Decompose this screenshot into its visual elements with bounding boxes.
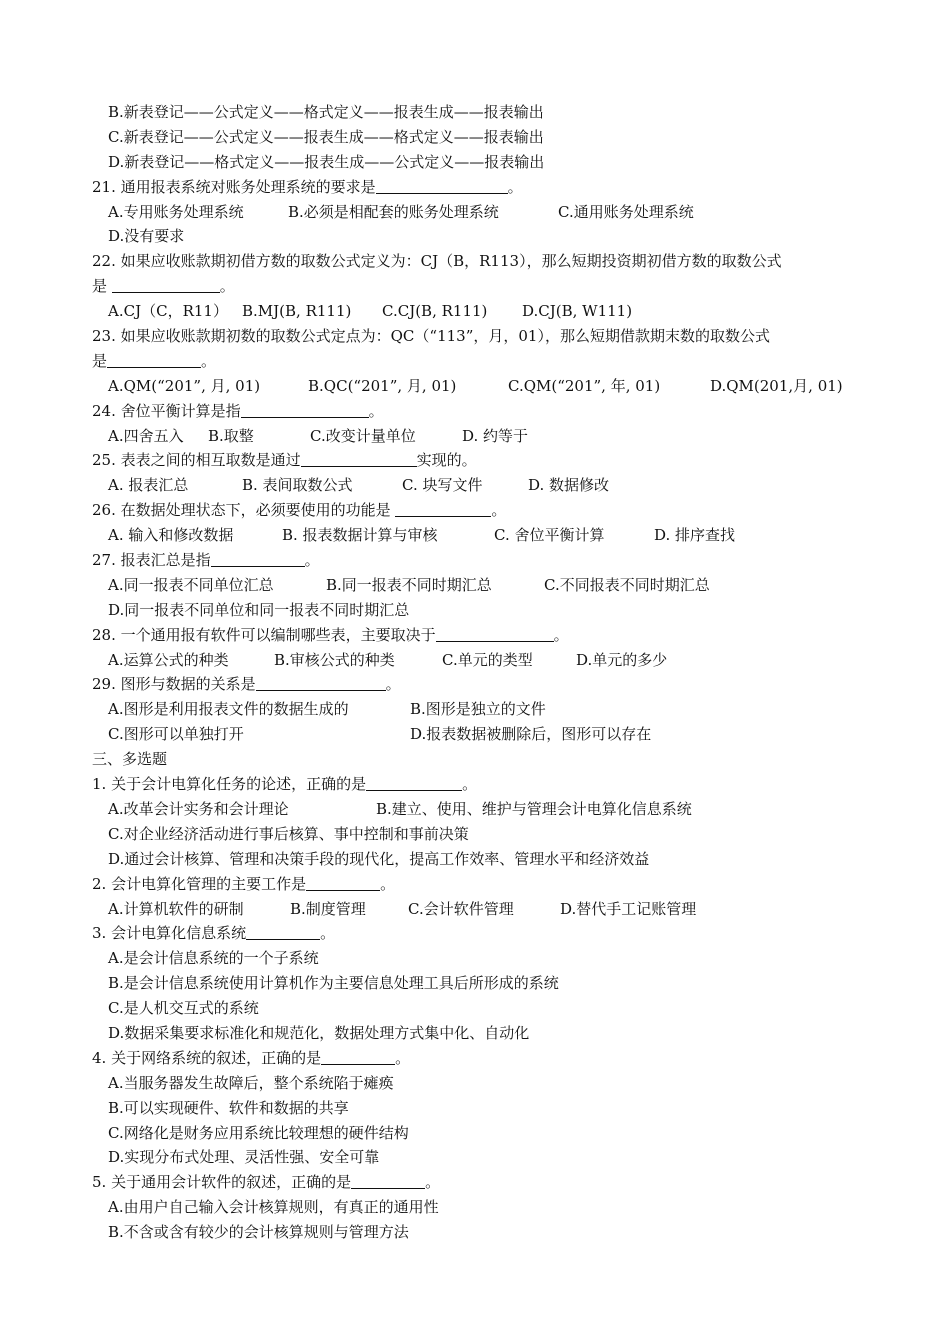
answer-option: C. 块写文件 [402, 476, 483, 495]
question-text: 是 [92, 277, 112, 296]
answer-blank [376, 177, 508, 194]
answer-options-row [92, 722, 882, 747]
answer-blank [301, 450, 417, 467]
question-text: 28. 一个通用报有软件可以编制哪些表，主要取决于 [92, 625, 436, 644]
answer-option: D.新表登记——格式定义——报表生成——公式定义——报表输出 [108, 152, 545, 171]
question-stem [92, 399, 882, 424]
answer-options-row [92, 797, 882, 822]
answer-option: B.MJ(B, R111) [242, 302, 352, 321]
question-text: 21. 通用报表系统对账务处理系统的要求是 [92, 177, 376, 196]
answer-options-row [92, 200, 882, 225]
question-stem [92, 349, 882, 374]
question-text-suffix: 。 [320, 924, 336, 943]
answer-option: C.网络化是财务应用系统比较理想的硬件结构 [108, 1123, 409, 1142]
answer-option: C.会计软件管理 [408, 899, 514, 918]
answer-blank [112, 276, 220, 293]
question-text-suffix: 。 [491, 501, 507, 520]
answer-option: C.图形可以单独打开 [108, 725, 244, 744]
answer-option: B.可以实现硬件、软件和数据的共享 [108, 1098, 349, 1117]
question-text-suffix: 实现的。 [416, 451, 477, 470]
answer-blank [436, 625, 554, 642]
answer-options-row [92, 424, 882, 449]
answer-blank [107, 351, 201, 368]
answer-option: B.建立、使用、维护与管理会计电算化信息系统 [376, 799, 692, 818]
answer-option: A.图形是利用报表文件的数据生成的 [108, 700, 349, 719]
question-text: 3. 会计电算化信息系统 [92, 924, 247, 943]
question-stem [92, 249, 882, 274]
question-text: 5. 关于通用会计软件的叙述，正确的是 [92, 1173, 352, 1192]
question-text: 22. 如果应收账款期初借方数的取数公式定义为：CJ（B，R113），那么短期投资期初借方数的取数公式 [92, 252, 782, 271]
answer-option: C.CJ(B, R111) [382, 302, 488, 321]
question-text-suffix: 。 [553, 625, 569, 644]
question-stem [92, 623, 882, 648]
answer-option: B.必须是相配套的账务处理系统 [288, 202, 499, 221]
answer-option: A. 报表汇总 [108, 476, 189, 495]
answer-option: A. 输入和修改数据 [108, 526, 234, 545]
answer-option: A.四舍五入 [108, 426, 184, 445]
answer-option: A.同一报表不同单位汇总 [108, 575, 274, 594]
answer-option: C.通用账务处理系统 [558, 202, 694, 221]
answer-option: A.计算机软件的研制 [108, 899, 244, 918]
answer-option: C.改变计量单位 [310, 426, 416, 445]
answer-options-row [92, 697, 882, 722]
answer-option: A.QM(“201”, 月, 01) [108, 376, 261, 395]
answer-option: C.单元的类型 [442, 650, 533, 669]
question-text: 29. 图形与数据的关系是 [92, 675, 256, 694]
answer-option: B.图形是独立的文件 [410, 700, 546, 719]
question-stem [92, 498, 882, 523]
question-text: 4. 关于网络系统的叙述，正确的是 [92, 1048, 322, 1067]
question-stem [92, 1046, 882, 1071]
question-text-suffix: 。 [201, 351, 217, 370]
answer-blank [306, 874, 380, 891]
question-stem [92, 175, 882, 200]
question-text: 24. 舍位平衡计算是指 [92, 401, 241, 420]
answer-blank [321, 1048, 395, 1065]
question-text: 2. 会计电算化管理的主要工作是 [92, 874, 307, 893]
question-text: 三、多选题 [92, 750, 168, 769]
answer-option: D.单元的多少 [576, 650, 668, 669]
answer-option: D.数据采集要求标准化和规范化，数据处理方式集中化、自动化 [108, 1023, 530, 1042]
question-text: 是 [92, 351, 108, 370]
question-text: 25. 表表之间的相互取数是通过 [92, 451, 301, 470]
answer-option: C.是人机交互式的系统 [108, 999, 259, 1018]
exam-question-list [92, 100, 882, 1245]
question-text: 1. 关于会计电算化任务的论述，正确的是 [92, 775, 367, 794]
answer-option: D. 排序查找 [654, 526, 736, 545]
answer-options-row [92, 573, 882, 598]
answer-option: A.当服务器发生故障后，整个系统陷于瘫痪 [108, 1073, 394, 1092]
answer-option: A.是会计信息系统的一个子系统 [108, 949, 319, 968]
answer-option: D. 数据修改 [528, 476, 610, 495]
answer-option: B.新表登记——公式定义——格式定义——报表生成——报表输出 [108, 103, 544, 121]
answer-options-row [92, 523, 882, 548]
question-text: 26. 在数据处理状态下，必须要使用的功能是 [92, 501, 396, 520]
answer-option: B.取整 [208, 426, 254, 445]
answer-option: D.CJ(B, W111) [522, 302, 633, 321]
question-text-suffix: 。 [462, 775, 478, 794]
answer-option: B.制度管理 [290, 899, 366, 918]
answer-option: D.通过会计核算、管理和决策手段的现代化，提高工作效率、管理水平和经济效益 [108, 849, 650, 868]
answer-options-row [92, 473, 882, 498]
answer-blank [395, 500, 491, 517]
answer-blank [366, 774, 462, 791]
answer-option: C.对企业经济活动进行事后核算、事中控制和事前决策 [108, 824, 469, 843]
question-text: 27. 报表汇总是指 [92, 551, 211, 570]
answer-option: D.替代手工记账管理 [560, 899, 697, 918]
question-text-suffix: 。 [380, 874, 396, 893]
question-stem [92, 672, 882, 697]
question-stem [92, 274, 882, 299]
question-text-suffix: 。 [304, 551, 320, 570]
answer-option: B.同一报表不同时期汇总 [326, 575, 492, 594]
answer-blank [256, 674, 386, 691]
answer-option: D.报表数据被删除后，图形可以存在 [410, 725, 652, 744]
answer-option: D.实现分布式处理、灵活性强、安全可靠 [108, 1148, 380, 1167]
question-stem [92, 548, 882, 573]
question-stem [92, 772, 882, 797]
question-text-suffix: 。 [395, 1048, 411, 1067]
question-text: 23. 如果应收账款期初数的取数公式定点为：QC（“113”，月，01），那么短期借款期末数的取数公式 [92, 327, 770, 346]
answer-option: C. 舍位平衡计算 [494, 526, 605, 545]
question-stem [92, 448, 882, 473]
answer-option: D. 约等于 [462, 426, 529, 445]
answer-option: D.没有要求 [108, 227, 185, 246]
answer-option: B.审核公式的种类 [274, 650, 395, 669]
question-text-suffix: 。 [385, 675, 401, 694]
answer-option: C.新表登记——公式定义——报表生成——格式定义——报表输出 [108, 127, 544, 146]
answer-option: A.运算公式的种类 [108, 650, 229, 669]
answer-option: D.QM(201,月, 01) [710, 376, 843, 395]
answer-option: B.QC(“201”, 月, 01) [308, 376, 457, 395]
answer-option: C.QM(“201”, 年, 01) [508, 376, 661, 395]
question-stem [92, 872, 882, 897]
answer-option: D.同一报表不同单位和同一报表不同时期汇总 [108, 600, 410, 619]
answer-option: A.改革会计实务和会计理论 [108, 799, 289, 818]
question-text-suffix: 。 [507, 177, 523, 196]
question-text-suffix: 。 [219, 277, 235, 296]
answer-option: B.是会计信息系统使用计算机作为主要信息处理工具后所形成的系统 [108, 974, 559, 993]
question-stem [92, 921, 882, 946]
answer-blank [351, 1172, 425, 1189]
question-text-suffix: 。 [425, 1173, 441, 1192]
answer-option: A.专用账务处理系统 [108, 202, 244, 221]
question-text-suffix: 。 [368, 401, 384, 420]
answer-option: B. 表间取数公式 [242, 476, 353, 495]
question-stem [92, 324, 882, 349]
answer-option: C.不同报表不同时期汇总 [544, 575, 710, 594]
answer-options-row [92, 299, 882, 324]
answer-options-row [92, 648, 882, 673]
answer-option: A.由用户自己输入会计核算规则，有真正的通用性 [108, 1198, 439, 1217]
answer-blank [241, 401, 369, 418]
answer-options-row [92, 897, 882, 922]
answer-blank [246, 923, 320, 940]
question-stem [92, 747, 882, 772]
answer-options-row [92, 374, 882, 399]
answer-option: B. 报表数据计算与审核 [282, 526, 438, 545]
answer-blank [211, 550, 305, 567]
answer-option: A.CJ（C，R11） [108, 302, 228, 321]
question-stem [92, 1170, 882, 1195]
answer-option: B.不含或含有较少的会计核算规则与管理方法 [108, 1223, 409, 1242]
